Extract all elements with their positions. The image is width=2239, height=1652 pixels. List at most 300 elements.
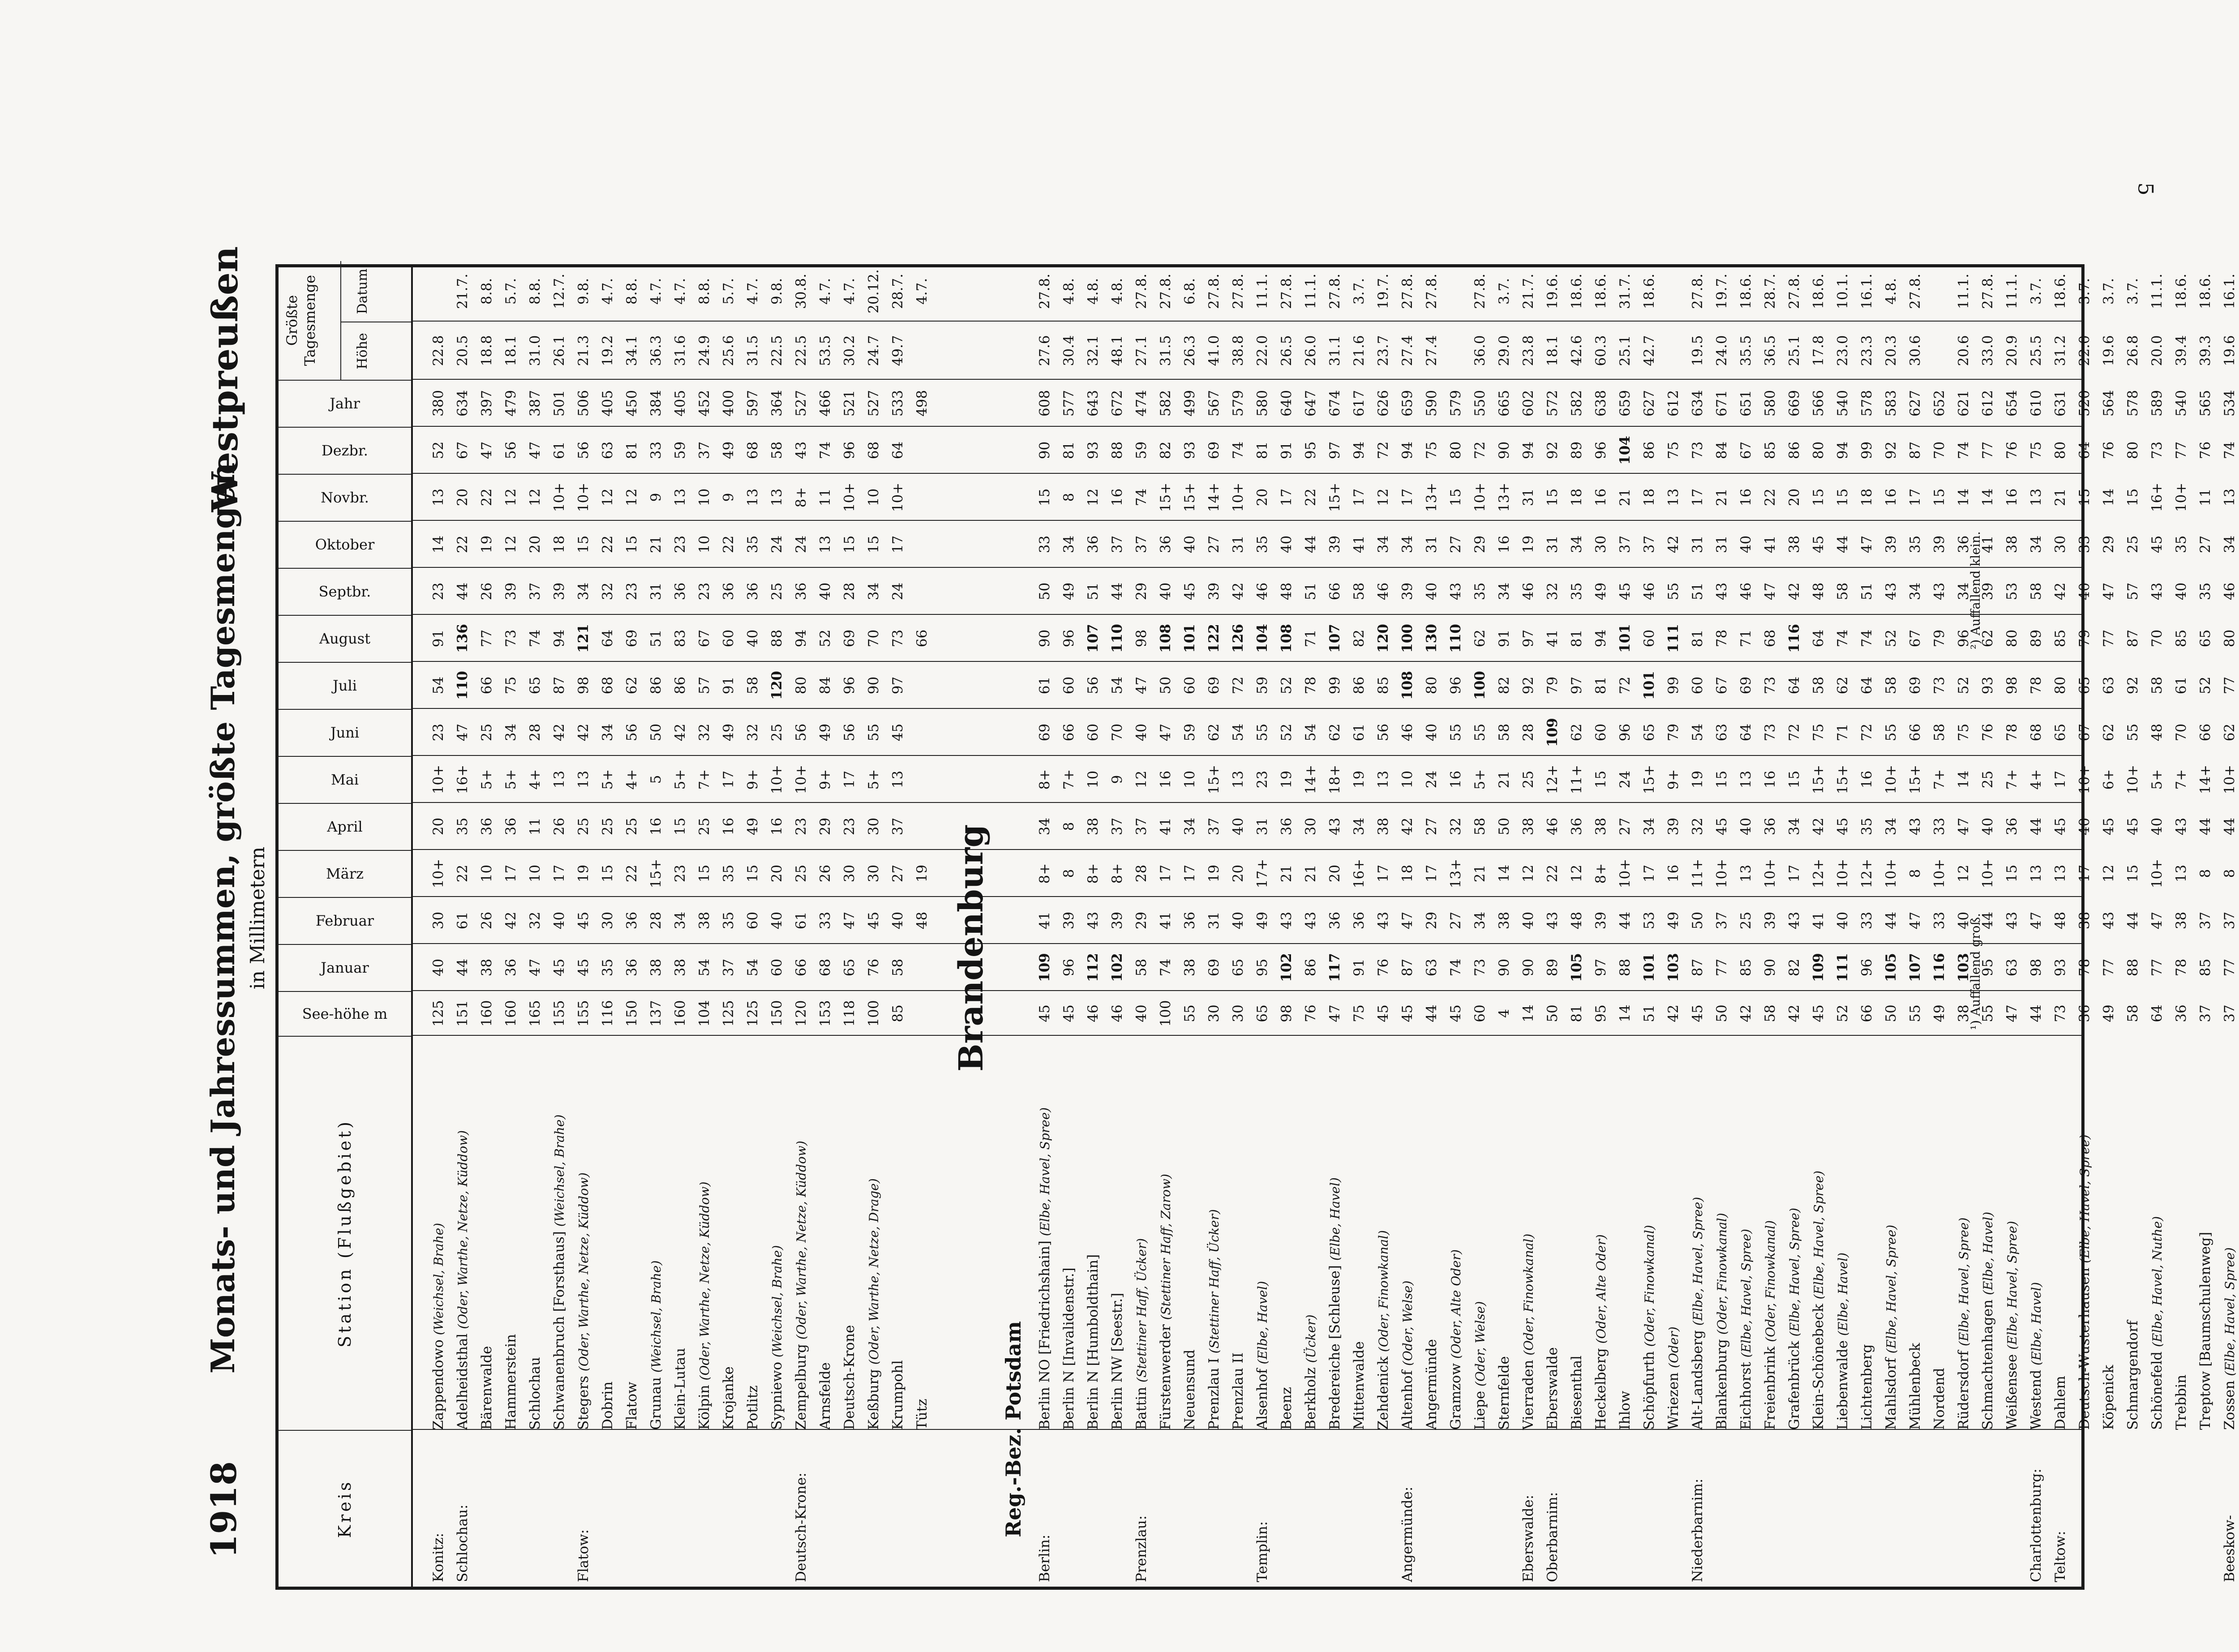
month-value: 50 <box>1690 911 1706 930</box>
month-value: 19 <box>1690 770 1706 789</box>
station-cell <box>499 1036 523 1430</box>
month-value: 27 <box>1617 817 1633 836</box>
elevation-cell: 51 <box>1641 1004 1657 1022</box>
month-value: 47 <box>1859 535 1875 554</box>
month-value: 5+ <box>672 769 688 790</box>
max-date: 9.8. <box>575 278 592 305</box>
month-value: 35 <box>1907 535 1923 554</box>
month-value: 672 <box>1109 390 1125 417</box>
month-value: 81 <box>1061 441 1077 459</box>
month-value: 62 <box>624 676 640 695</box>
station-name: Vierraden <box>1520 1355 1536 1430</box>
month-value: 46 <box>1641 582 1657 601</box>
month-value: 62 <box>1327 723 1343 742</box>
month-value: 10+ <box>1883 764 1899 794</box>
month-value: 51 <box>1859 582 1875 601</box>
month-value: 56 <box>841 723 858 742</box>
month-value: 21 <box>1303 864 1319 883</box>
max-height: 32.1 <box>1085 335 1101 366</box>
station-cell <box>1903 1036 1928 1430</box>
col-max <box>279 261 411 380</box>
brandenburg-row <box>1347 267 1371 1587</box>
elevation-cell: 160 <box>503 1000 519 1027</box>
westpreussen-row <box>910 267 934 1587</box>
max-height: 31.2 <box>2052 335 2068 366</box>
month-value: 65 <box>841 958 858 977</box>
month-value: 15 <box>2125 488 2141 506</box>
month-value: 659 <box>1617 390 1633 417</box>
brandenburg-row <box>1516 267 1540 1587</box>
month-value: 58 <box>1883 676 1899 695</box>
brandenburg-row <box>1492 267 1516 1587</box>
month-value: 40 <box>1182 535 1198 554</box>
month-value: 564 <box>2101 390 2117 417</box>
month-value: 47 <box>479 441 495 459</box>
brandenburg-row <box>1033 267 1057 1587</box>
month-value: 47 <box>1133 676 1150 695</box>
month-value: 40 <box>769 911 785 930</box>
month-value: 58 <box>1496 723 1512 742</box>
month-value: 33 <box>1037 535 1053 554</box>
month-value: 521 <box>841 390 858 417</box>
month-value: 55 <box>2125 723 2141 742</box>
station-name: Klein-Schönebeck <box>1810 1299 1827 1430</box>
month-value: 96 <box>841 676 858 695</box>
month-value: 7+ <box>696 769 712 790</box>
station-cell <box>1758 1036 1783 1430</box>
station-name: Zehdenick <box>1375 1352 1391 1430</box>
kreis-cell: Angermünde: <box>1399 1486 1415 1582</box>
month-value: 13+ <box>1448 858 1464 888</box>
month-value: 96 <box>1061 958 1077 977</box>
month-value: 105 <box>1883 953 1899 982</box>
month-value: 13 <box>745 488 761 506</box>
river-basin: (Elbe, Havel, Spree) <box>1038 1107 1052 1236</box>
month-value: 17 <box>1907 488 1923 506</box>
month-value: 55 <box>866 723 882 742</box>
month-value: 52 <box>1278 676 1295 695</box>
month-value: 66 <box>914 629 930 648</box>
month-value: 66 <box>1327 582 1343 601</box>
month-value: 27 <box>2197 535 2213 554</box>
month-value: 76 <box>2101 441 2117 459</box>
month-value: 13 <box>890 770 906 789</box>
month-value: 57 <box>2125 582 2141 601</box>
month-value: 58 <box>769 441 785 459</box>
station-name: Altenhof <box>1399 1365 1415 1430</box>
month-value: 35 <box>455 817 471 836</box>
river-basin: (Oder, Finowkanal) <box>1763 1220 1778 1342</box>
station-cell <box>1516 1036 1541 1430</box>
month-value: 97 <box>1593 958 1609 977</box>
brandenburg-row <box>2218 267 2239 1587</box>
max-date: 5.7. <box>503 278 519 305</box>
month-value: 42 <box>575 723 592 742</box>
elevation-cell: 85 <box>890 1004 906 1022</box>
month-value: 10+ <box>1714 858 1730 888</box>
elevation-cell: 65 <box>1254 1004 1270 1022</box>
month-value: 60 <box>745 911 761 930</box>
brandenburg-title: Brandenburg <box>952 824 991 1072</box>
month-value: 10+ <box>2222 764 2238 794</box>
month-value: 93 <box>1980 676 1996 695</box>
month-value: 21 <box>1617 488 1633 506</box>
month-value: 94 <box>1593 629 1609 648</box>
month-value: 72 <box>1472 441 1488 459</box>
month-value: 103 <box>1665 953 1681 982</box>
month-value: 90 <box>1037 441 1053 459</box>
elevation-cell: 37 <box>2197 1004 2213 1022</box>
westpreussen-row <box>620 267 644 1587</box>
station-cell <box>2097 1036 2121 1430</box>
month-value: 44 <box>1980 911 1996 930</box>
month-value: 24 <box>793 535 809 554</box>
month-value: 5+ <box>2149 769 2165 790</box>
month-value: 38 <box>2173 911 2189 930</box>
max-height: 25.5 <box>2028 335 2044 366</box>
station-cell <box>1105 1036 1130 1430</box>
elevation-cell: 49 <box>2101 1004 2117 1022</box>
month-value: 51 <box>648 629 664 648</box>
max-date: 4.8. <box>1085 278 1101 305</box>
river-basin: (Oder) <box>1666 1326 1681 1368</box>
month-value: 65 <box>2052 723 2068 742</box>
month-value: 73 <box>890 629 906 648</box>
month-value: 96 <box>1448 676 1464 695</box>
month-value: 64 <box>2076 441 2093 459</box>
month-value: 38 <box>1593 817 1609 836</box>
month-value: 22 <box>1762 488 1778 506</box>
month-value: 8 <box>1061 822 1077 831</box>
brandenburg-row <box>2000 267 2024 1587</box>
month-value: 75 <box>1956 723 1972 742</box>
month-value: 94 <box>1399 441 1415 459</box>
month-value: 77 <box>2149 958 2165 977</box>
month-value: 15+ <box>1641 764 1657 794</box>
month-value: 15 <box>672 817 688 836</box>
elevation-cell: 52 <box>1835 1004 1851 1022</box>
month-value: 17 <box>1158 864 1174 883</box>
month-value: 98 <box>575 676 592 695</box>
month-value: 96 <box>1859 958 1875 977</box>
month-value: 17 <box>1786 864 1802 883</box>
month-value: 58 <box>2149 676 2165 695</box>
station-cell <box>1734 1036 1759 1430</box>
month-value: 48 <box>2149 723 2165 742</box>
month-value: 10 <box>866 488 882 506</box>
month-value: 45 <box>1835 817 1851 836</box>
month-value: 41 <box>1158 817 1174 836</box>
month-value: 46 <box>1399 723 1415 742</box>
month-value: 31 <box>1690 535 1706 554</box>
month-value: 10+ <box>1230 482 1246 512</box>
month-value: 24 <box>890 582 906 601</box>
station-name: Prenzlau II <box>1230 1352 1246 1430</box>
col-month-8 <box>279 568 411 615</box>
max-date: 27.8. <box>1980 274 1996 309</box>
month-value: 15 <box>841 535 858 554</box>
westpreussen-row <box>499 267 523 1587</box>
month-value: 77 <box>479 629 495 648</box>
month-value: 90 <box>1496 958 1512 977</box>
brandenburg-row <box>1855 267 1879 1587</box>
month-value: 10 <box>527 864 543 883</box>
westpreussen-row <box>692 267 716 1587</box>
month-value: 35 <box>1859 817 1875 836</box>
month-value: 35 <box>1472 582 1488 601</box>
station-cell <box>1420 1036 1444 1430</box>
month-value: 25 <box>793 864 809 883</box>
month-value: 75 <box>1424 441 1440 459</box>
col-month-label: Mai <box>330 771 359 789</box>
month-value: 12+ <box>1810 858 1827 888</box>
month-value: 23 <box>841 817 858 836</box>
brandenburg-row <box>1734 267 1758 1587</box>
month-value: 80 <box>2125 441 2141 459</box>
station-name: Kölpin <box>696 1380 712 1430</box>
river-basin: (Oder, Warthe, Netze, Küddow) <box>697 1181 712 1381</box>
month-value: 634 <box>1690 390 1706 417</box>
river-basin: (Oder, Warthe, Netze, Drage) <box>866 1178 881 1365</box>
brandenburg-row <box>2121 267 2145 1587</box>
elevation-cell: 14 <box>1520 1004 1536 1022</box>
station-name: Sypniewo <box>769 1357 785 1430</box>
month-value: 11+ <box>1690 858 1706 888</box>
month-value: 10+ <box>1883 858 1899 888</box>
month-value: 627 <box>1641 390 1657 417</box>
max-date: 4.7. <box>745 278 761 305</box>
month-value: 35 <box>2173 535 2189 554</box>
max-height: 30.6 <box>1907 335 1923 366</box>
month-value: 52 <box>1883 629 1899 648</box>
month-value: 15 <box>1448 488 1464 506</box>
month-value: 60 <box>1182 676 1198 695</box>
month-value: 499 <box>1182 390 1198 417</box>
month-value: 87 <box>1399 958 1415 977</box>
month-value: 55 <box>1472 723 1488 742</box>
month-value: 80 <box>1810 441 1827 459</box>
month-value: 37 <box>696 441 712 459</box>
month-value: 42 <box>1230 582 1246 601</box>
month-value: 41 <box>1762 535 1778 554</box>
max-date: 27.8. <box>1786 274 1802 309</box>
month-value: 43 <box>2004 911 2020 930</box>
month-value: 76 <box>2004 441 2020 459</box>
month-value: 34 <box>1472 911 1488 930</box>
month-value: 38 <box>648 958 664 977</box>
month-value: 45 <box>1617 582 1633 601</box>
month-value: 36 <box>1085 535 1101 554</box>
month-value: 4+ <box>527 769 543 790</box>
max-date: 3.7. <box>2101 278 2117 305</box>
month-value: 617 <box>1351 390 1367 417</box>
month-value: 36 <box>1278 817 1295 836</box>
month-value: 31 <box>1206 911 1222 930</box>
month-value: 65 <box>2076 676 2093 695</box>
month-value: 116 <box>1786 624 1802 653</box>
month-value: 16+ <box>455 764 471 794</box>
max-height: 18.1 <box>503 335 519 366</box>
month-value: 29 <box>1133 582 1150 601</box>
month-value: 65 <box>1641 723 1657 742</box>
month-value: 73 <box>1690 441 1706 459</box>
elevation-cell: 98 <box>1278 1004 1295 1022</box>
month-value: 10+ <box>1617 858 1633 888</box>
month-value: 14 <box>1956 488 1972 506</box>
month-value: 51 <box>1085 582 1101 601</box>
month-value: 25 <box>769 723 785 742</box>
month-value: 19 <box>1351 770 1367 789</box>
month-value: 58 <box>1351 582 1367 601</box>
month-value: 69 <box>1738 676 1754 695</box>
month-value: 11 <box>817 488 833 506</box>
month-value: 13+ <box>1424 482 1440 512</box>
month-value: 28 <box>841 582 858 601</box>
month-value: 50 <box>1037 582 1053 601</box>
max-height: 42.6 <box>1569 335 1585 366</box>
month-value: 54 <box>1690 723 1706 742</box>
month-value: 77 <box>1714 958 1730 977</box>
month-value: 46 <box>2222 582 2238 601</box>
month-value: 40 <box>1424 582 1440 601</box>
max-height: 31.1 <box>1327 335 1343 366</box>
month-value: 68 <box>866 441 882 459</box>
max-date: 27.8. <box>1037 274 1053 309</box>
station-name: Klein-Lutau <box>672 1347 688 1430</box>
brandenburg-row <box>1202 267 1226 1587</box>
month-value: 96 <box>1593 441 1609 459</box>
month-value: 49 <box>745 817 761 836</box>
month-value: 58 <box>1835 582 1851 601</box>
month-value: 69 <box>1206 441 1222 459</box>
month-value: 10+ <box>890 482 906 512</box>
month-value: 58 <box>1133 958 1150 977</box>
month-value: 43 <box>1714 582 1730 601</box>
max-height: 18.8 <box>479 335 495 366</box>
station-cell <box>1831 1036 1855 1430</box>
month-value: 62 <box>1569 723 1585 742</box>
month-value: 36 <box>503 958 519 977</box>
station-name: Krojanke <box>721 1366 737 1430</box>
month-value: 13 <box>2028 488 2044 506</box>
month-value: 74 <box>1835 629 1851 648</box>
month-value: 18 <box>1641 488 1657 506</box>
elevation-cell: 50 <box>1883 1004 1899 1022</box>
elevation-cell: 45 <box>1810 1004 1827 1022</box>
month-value: 21 <box>1472 864 1488 883</box>
month-value: 62 <box>2101 723 2117 742</box>
kreis-cell: Deutsch-Krone: <box>793 1472 809 1582</box>
month-value: 10+ <box>2125 764 2141 794</box>
month-value: 74 <box>1158 958 1174 977</box>
station-name: Eichhorst <box>1738 1357 1754 1430</box>
month-value: 28 <box>1520 723 1536 742</box>
month-value: 577 <box>1061 390 1077 417</box>
station-cell <box>765 1036 789 1430</box>
month-value: 12 <box>503 488 519 506</box>
col-kreis <box>279 1430 411 1587</box>
max-date: 19.7. <box>1714 274 1730 309</box>
station-name: Beenz <box>1278 1387 1295 1430</box>
max-height: 24.0 <box>1714 335 1730 366</box>
station-name: Stegers <box>575 1371 592 1430</box>
max-height: 30.2 <box>841 335 858 366</box>
month-value: 34 <box>1375 535 1391 554</box>
month-value: 582 <box>1158 390 1174 417</box>
month-value: 10+ <box>1472 482 1488 512</box>
month-value: 66 <box>793 958 809 977</box>
month-value: 74 <box>1956 441 1972 459</box>
station-name: Gramzow <box>1448 1359 1464 1430</box>
month-value: 25 <box>696 817 712 836</box>
month-value: 100 <box>1472 671 1488 700</box>
month-value: 8 <box>1907 869 1923 878</box>
month-value: 97 <box>1520 629 1536 648</box>
month-value: 54 <box>1109 676 1125 695</box>
month-value: 45 <box>866 911 882 930</box>
month-value: 579 <box>1230 390 1246 417</box>
month-value: 33 <box>1859 911 1875 930</box>
station-cell <box>741 1036 765 1430</box>
month-value: 86 <box>1641 441 1657 459</box>
westpreussen-row <box>571 267 596 1587</box>
brandenburg-row <box>2048 267 2072 1587</box>
month-value: 63 <box>2004 958 2020 977</box>
max-height: 25.6 <box>721 335 737 366</box>
month-value: 5+ <box>866 769 882 790</box>
month-value: 579 <box>1448 390 1464 417</box>
month-value: 40 <box>1956 911 1972 930</box>
month-value: 16 <box>1859 770 1875 789</box>
month-value: 14 <box>1980 488 1996 506</box>
month-value: 28 <box>527 723 543 742</box>
month-value: 22 <box>455 535 471 554</box>
month-value: 10+ <box>1835 858 1851 888</box>
month-value: 41 <box>1980 535 1996 554</box>
station-name: Lichtenberg <box>1859 1344 1875 1430</box>
max-height: 26.5 <box>1278 335 1295 366</box>
station-cell <box>1033 1036 1057 1430</box>
brandenburg-row <box>1154 267 1178 1587</box>
month-value: 56 <box>503 441 519 459</box>
month-value: 534 <box>2222 390 2238 417</box>
elevation-cell: 30 <box>1230 1004 1246 1022</box>
month-value: 12 <box>1956 864 1972 883</box>
month-value: 35 <box>721 911 737 930</box>
month-value: 77 <box>1980 441 1996 459</box>
month-value: 65 <box>1230 958 1246 977</box>
month-value: 15 <box>2125 864 2141 883</box>
month-value: 15 <box>575 535 592 554</box>
month-value: 479 <box>503 390 519 417</box>
station-name: Tütz <box>914 1399 930 1430</box>
month-value: 669 <box>1786 390 1802 417</box>
month-value: 23 <box>672 535 688 554</box>
month-value: 62 <box>1980 629 1996 648</box>
river-basin: (Oder, Finowkanal) <box>1521 1233 1536 1356</box>
station-name: Deutsch-Wusterhausen <box>2076 1263 2093 1430</box>
month-value: 26 <box>479 911 495 930</box>
month-value: 29 <box>1472 535 1488 554</box>
month-value: 90 <box>1520 958 1536 977</box>
month-value: 8+ <box>793 487 809 508</box>
max-height: 25.1 <box>1617 335 1633 366</box>
elevation-cell: 125 <box>430 1000 446 1027</box>
month-value: 49 <box>1665 911 1681 930</box>
month-value: 23 <box>430 582 446 601</box>
month-value: 92 <box>1883 441 1899 459</box>
month-value: 34 <box>1641 817 1657 836</box>
